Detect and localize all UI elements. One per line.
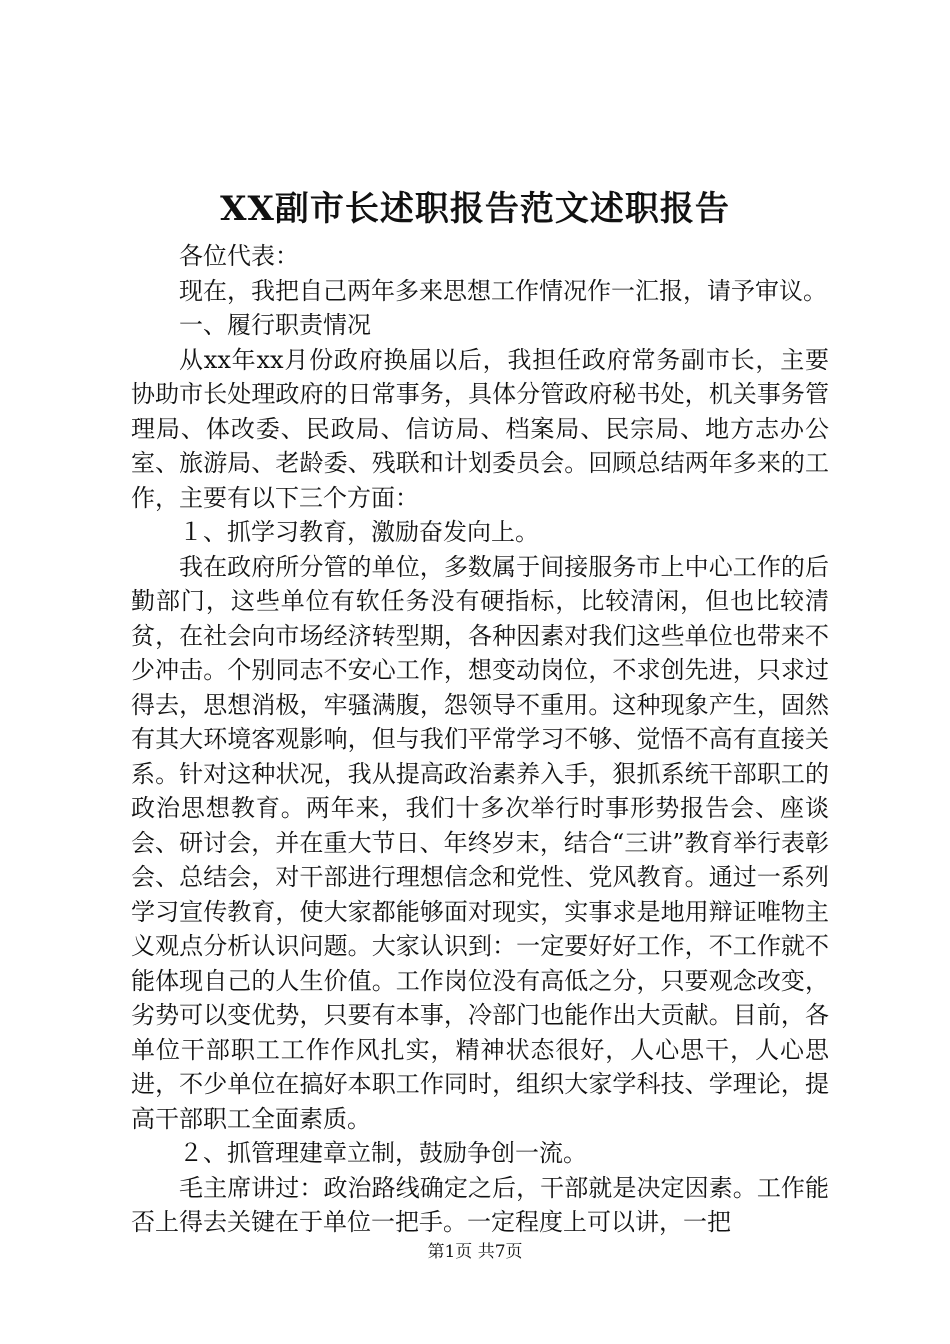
paragraph: 现在，我把自己两年多来思想工作情况作一汇报，请予审议。	[179, 276, 827, 305]
paragraph: 从xx年xx月份政府换届以后，我担任政府常务副市长，主要协助市长处理政府的日常事务，具体分管政府秘书处，机关事务管理局、体改委、民政局、信访局、档案局、民宗局、地方志办公室、旅游局、老龄委、残联和计划委员会。回顾总结两年多来的工作，主要有以下三个方面：	[131, 345, 829, 512]
paragraph: 我在政府所分管的单位，多数属于间接服务市上中心工作的后勤部门，这些单位有软任务没有硬指标，比较清闲，但也比较清贫，在社会向市场经济转型期，各种因素对我们这些单位也带来不少冲击。个别同志不安心工作，想变动岗位，不求创先进，只求过得去，思想消极，牢骚满腹，怨领导不重用。这种现象产生，固然有其大环境客观影响，但与我们平常学习不够、觉悟不高有直接关系。针对这种状况，我从提高政治素养入手，狠抓系统干部职工的政治思想教育。两年来，我们十多次举行时事形势报告会、座谈会、研讨会，并在重大节日、年终岁末，结合“三讲”教育举行表彰会、总结会，对干部进行理想信念和党性、党风教育。通过一系列学习宣传教育，使大家都能够面对现实，实事求是地用辩证唯物主义观点分析认识问题。大家认识到：一定要好好工作，不工作就不能体现自己的人生价值。工作岗位没有高低之分，只要观念改变，劣势可以变优势，只要有本事，冷部门也能作出大贡献。目前，各单位干部职工工作作风扎实，精神状态很好，人心思干，人心思进，不少单位在搞好本职工作同时，组织大家学科技、学理论，提高干部职工全面素质。	[131, 552, 829, 1133]
paragraph: 毛主席讲过：政治路线确定之后，干部就是决定因素。工作能否上得去关键在于单位一把手。一定程度上可以讲，一把	[131, 1173, 829, 1236]
document-title: XX副市长述职报告范文述职报告	[220, 189, 730, 229]
document-body	[131, 239, 829, 1240]
salutation: 各位代表：	[179, 242, 299, 270]
section-heading: 一、履行职责情况	[179, 311, 371, 339]
subsection-heading: １、抓学习教育，激励奋发向上。	[179, 518, 539, 546]
page-footer: 第1页 共7页	[427, 1242, 523, 1262]
subsection-heading: ２、抓管理建章立制，鼓励争创一流。	[179, 1139, 587, 1167]
